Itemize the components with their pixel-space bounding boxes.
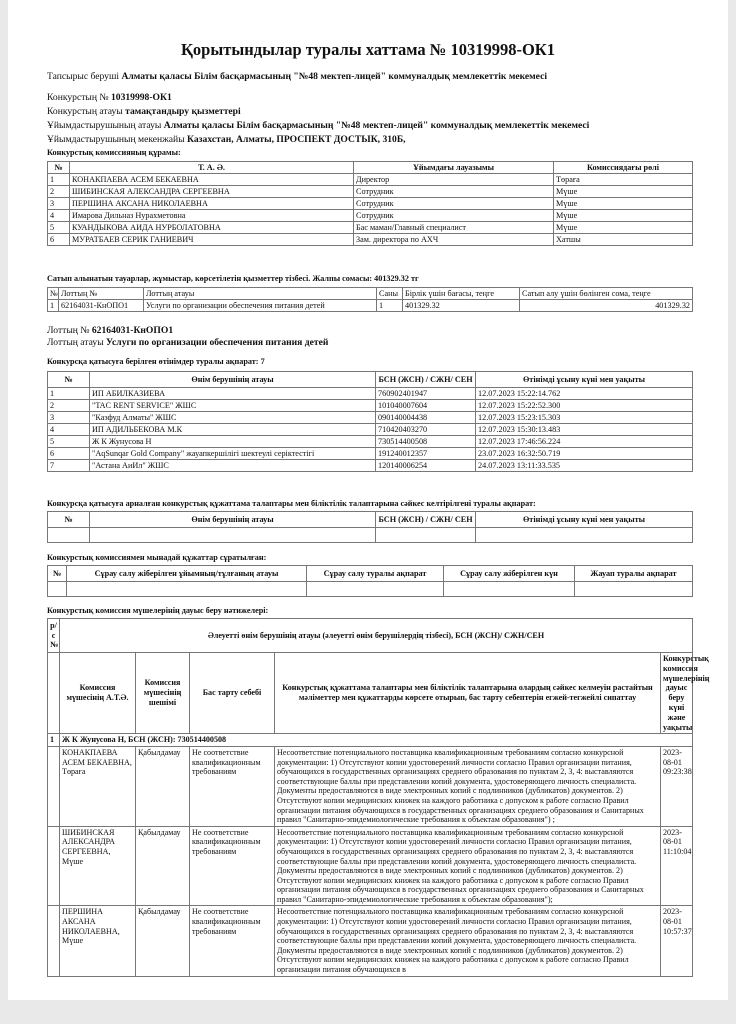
contest-name-line xyxy=(47,106,241,117)
column-header: Лоттың № xyxy=(59,288,144,300)
table-row xyxy=(48,198,693,210)
cell: 2 xyxy=(48,400,90,412)
column-header: Сұрау салу туралы ақпарат xyxy=(307,566,444,582)
column-header: Т. А. Ә. xyxy=(70,162,354,174)
cell: 401329.32 xyxy=(403,300,520,312)
cell: Мүше xyxy=(554,210,693,222)
table-row xyxy=(48,400,693,412)
vote-decision: Қабылдамау xyxy=(136,906,190,976)
cell: 2 xyxy=(48,186,70,198)
cell: "TAC RENT SERVICE" ЖШС xyxy=(90,400,376,412)
cell: 101040007604 xyxy=(376,400,476,412)
lot-number: 62164031-КнОПО1 xyxy=(91,325,174,336)
cell: 5 xyxy=(48,436,90,448)
contest-number-line xyxy=(47,92,172,103)
cell: "Казфуд Алматы" ЖШС xyxy=(90,412,376,424)
address-value: Казахстан, Алматы, ПРОСПЕКТ ДОСТЫК, 310Б, xyxy=(187,134,406,145)
column-header: Жауап туралы ақпарат xyxy=(575,566,693,582)
column-header: Комиссия мүшесінің А.Т.Ә. xyxy=(60,653,136,734)
cell: 1 xyxy=(48,174,70,186)
address-line xyxy=(47,134,406,145)
customer-label: Тапсырыс беруші xyxy=(47,71,120,82)
blank-cell xyxy=(48,826,60,906)
column-header: Комиссиядағы рөлі xyxy=(554,162,693,174)
cell: Зам. директора по АХЧ xyxy=(354,234,554,246)
voting-table xyxy=(47,618,710,977)
column-header: Бірлік үшін бағасы, теңге xyxy=(403,288,520,300)
cell: Ж К Жунусова Н xyxy=(90,436,376,448)
cell: Услуги по организации обеспечения питания детей xyxy=(144,300,377,312)
cell: 1 xyxy=(48,300,59,312)
vote-decision: Қабылдамау xyxy=(136,826,190,906)
table-row xyxy=(48,388,693,400)
column-header: Саны xyxy=(377,288,403,300)
requests-table xyxy=(47,565,693,597)
lot-number-line xyxy=(47,325,173,336)
column-header: № xyxy=(48,288,59,300)
cell: ИП АБИЛКАЗИЕВА xyxy=(90,388,376,400)
cell: Бас маман/Главный специалист xyxy=(354,222,554,234)
cell: 12.07.2023 15:23:15.303 xyxy=(476,412,693,424)
table-row xyxy=(48,424,693,436)
contest-number: 10319998-ОК1 xyxy=(110,92,172,103)
cell: 5 xyxy=(48,222,70,234)
cell: 24.07.2023 13:11:33.535 xyxy=(476,460,693,472)
cell: Сотрудник xyxy=(354,198,554,210)
column-header: Сұрау салу жіберілген күн xyxy=(444,566,575,582)
column-header: Конкурстық құжаттама талаптары мен біліктілік талаптарына олардың сәйкес келмеуін растайтын мәліметтер мен құжаттарды көрсете отырып, бас тарту себептерін егжей-тегжейлі сипаттау xyxy=(275,653,661,734)
cell: 12.07.2023 15:22:14.762 xyxy=(476,388,693,400)
customer-line xyxy=(47,71,547,82)
column-header: БСН (ЖСН) / СЖН/ СЕН xyxy=(376,512,476,528)
cell: Сотрудник xyxy=(354,186,554,198)
vote-reason: Не соответствие квалификационным требованиям xyxy=(190,906,275,976)
column-header: № xyxy=(48,162,70,174)
organizer-name: Алматы қаласы Білім басқармасының "№48 мектеп-лицей" коммуналдық мемлекеттік мекемесі xyxy=(163,120,590,131)
table-row xyxy=(48,448,693,460)
column-header: Әлеуетті өнім берушінің атауы (әлеуетті өнім берушілердің тізбесі), БСН (ЖСН)/ СЖН/СЕН xyxy=(60,619,693,653)
cell: 12.07.2023 15:30:13.483 xyxy=(476,424,693,436)
empty-row xyxy=(48,528,693,543)
column-header: № xyxy=(48,372,90,388)
cell: Төрағa xyxy=(554,174,693,186)
table-row xyxy=(48,234,693,246)
column-header: БСН (ЖСН) / СЖН/ СЕН xyxy=(376,372,476,388)
column-header: Ұйымдағы лауазымы xyxy=(354,162,554,174)
cell: 4 xyxy=(48,210,70,222)
commission-heading: Конкурстық комиссияның құрамы: xyxy=(47,148,181,157)
column-header: Бас тарту себебі xyxy=(190,653,275,734)
organizer-label: Ұйымдастырушының атауы xyxy=(47,120,162,131)
vote-datetime: 2023-08-01 10:57:37 xyxy=(661,906,693,976)
cell: Мүше xyxy=(554,198,693,210)
lot-name: Услуги по организации обеспечения питания детей xyxy=(106,337,329,348)
cell: ШИБИНСКАЯ АЛЕКСАНДРА СЕРГЕЕВНА xyxy=(70,186,354,198)
cell: 090140004438 xyxy=(376,412,476,424)
cell: 6 xyxy=(48,448,90,460)
table-row xyxy=(48,460,693,472)
lot-number-label: Лоттың № xyxy=(47,325,90,336)
cell: 6 xyxy=(48,234,70,246)
cell: КУАНДЫКОВА АИДА НУРБОЛАТОВНА xyxy=(70,222,354,234)
cell: 23.07.2023 16:32:50.719 xyxy=(476,448,693,460)
supplier-group-row xyxy=(48,734,693,747)
goods-table xyxy=(47,287,693,312)
vote-details: Несоответствие потенциального поставщика квалификационным требованиям согласно конкурсной документации: 1) Отсутствуют копии удостоверений личности согласно Правил организации питания, обучающихся в государственных организациях среднего образования по пунктам 2, 3, 4: выставляются соответствующие баллы при представлении копий документа, удостоверяющего личность специалиста. Документы предоставляются в виде электронных копий с подлинников (дубликатов) документов. 2) Отсутствуют копии медицинских книжек на каждого работника с допуском к работе согласно Правил организации питания обучающихся в государственных организациях среднего образования и Санитарных правил "Санитарно-эпидемиологические требования к объектам образования"); xyxy=(275,826,661,906)
table-row xyxy=(48,436,693,448)
voting-heading: Конкурстық комиссия мүшелерінің дауыс беру нәтижелері: xyxy=(47,606,269,615)
cell: 730514400508 xyxy=(376,436,476,448)
group-number: 1 xyxy=(48,734,60,747)
table-row xyxy=(48,186,693,198)
cell: 760902401947 xyxy=(376,388,476,400)
commission-table xyxy=(47,161,693,246)
column-header: Сатып алу үшін бөлінген сома, теңге xyxy=(520,288,693,300)
vote-row xyxy=(48,746,693,826)
vote-row xyxy=(48,906,693,976)
contest-name-label: Конкурстың атауы xyxy=(47,106,123,117)
cell: 12.07.2023 15:22:52.300 xyxy=(476,400,693,412)
voting-table-clip xyxy=(47,618,710,986)
vote-reason: Не соответствие квалификационным требованиям xyxy=(190,746,275,826)
cell: Сотрудник xyxy=(354,210,554,222)
cell: Хатшы xyxy=(554,234,693,246)
group-label: Ж К Жунусова Н, БСН (ЖСН): 730514400508 xyxy=(60,734,693,747)
cell: ИП АДИЛЬБЕКОВА М.К xyxy=(90,424,376,436)
cell: КОНАКПАЕВА АСЕМ БЕКАЕВНА xyxy=(70,174,354,186)
table-header-row xyxy=(48,288,693,300)
cell: 710420403270 xyxy=(376,424,476,436)
cell: 12.07.2023 17:46:56.224 xyxy=(476,436,693,448)
vote-member: ШИБИНСКАЯ АЛЕКСАНДРА СЕРГЕЕВНА, Мүше xyxy=(60,826,136,906)
table-header-row xyxy=(48,162,693,174)
empty-row xyxy=(48,582,693,597)
cell: Мүше xyxy=(554,222,693,234)
cell: 3 xyxy=(48,198,70,210)
column-header: Өтінімді ұсыну күні мен уақыты xyxy=(476,372,693,388)
cell: 191240012357 xyxy=(376,448,476,460)
cell: 120140006254 xyxy=(376,460,476,472)
column-header: Өтінімді ұсыну күні мен уақыты xyxy=(476,512,693,528)
column-header: р/с № xyxy=(48,619,60,653)
lot-name-label: Лоттың атауы xyxy=(47,337,104,348)
table-row xyxy=(48,210,693,222)
column-header: Комиссия мүшесінің шешімі xyxy=(136,653,190,734)
vote-details: Несоответствие потенциального поставщика квалификационным требованиям согласно конкурсной документации: 1) Отсутствуют копии удостоверений личности согласно Правил организации питания, обучающихся в государственных организациях среднего образования по пунктам 2, 3, 4: выставляются соответствующие баллы при представлении копий документа, удостоверяющего личность специалиста. Документы предоставляются в виде электронных копий с подлинников (дубликатов) документов. 2) Отсутствуют копии медицинских книжек на каждого работника с допуском к работе согласно Правил организации питания обучающихся в государственных организациях среднего образования и Санитарных правил "Санитарно-эпидемиологические требования к объектам образования") ; xyxy=(275,746,661,826)
cell: 1 xyxy=(377,300,403,312)
column-header: Өнім берушінің атауы xyxy=(90,372,376,388)
table-header-row xyxy=(48,512,693,528)
column-header: Өнім берушінің атауы xyxy=(90,512,376,528)
table-row xyxy=(48,174,693,186)
blank-cell xyxy=(48,906,60,976)
column-header: № xyxy=(48,566,67,582)
table-row xyxy=(48,222,693,234)
applications-table xyxy=(47,371,693,472)
blank-cell xyxy=(48,746,60,826)
column-header: Конкурстық комиссия мүшелерінің дауыс беру күні және уақыты xyxy=(661,653,693,734)
cell: 401329.32 xyxy=(520,300,693,312)
address-label: Ұйымдастырушының мекенжайы xyxy=(47,134,185,145)
cell: 1 xyxy=(48,388,90,400)
cell: 62164031-КнОПО1 xyxy=(59,300,144,312)
table-header-row xyxy=(48,653,693,734)
table-row xyxy=(48,300,693,312)
cell: ПЕРШИНА АКСАНА НИКОЛАЕВНА xyxy=(70,198,354,210)
applications-heading: Конкурсқа қатысуға берілген өтінімдер туралы ақпарат: 7 xyxy=(47,357,265,366)
cell: 7 xyxy=(48,460,90,472)
table-row xyxy=(48,412,693,424)
organizer-line xyxy=(47,120,589,131)
adjusted-heading: Конкурсқа қатысуға арналған конкурстық құжаттама талаптары мен біліктілік талаптарына сәйкес келтірілгені туралы ақпарат: xyxy=(47,499,536,508)
column-header: Лоттың атауы xyxy=(144,288,377,300)
vote-datetime: 2023-08-01 11:10:04 xyxy=(661,826,693,906)
lot-name-line xyxy=(47,337,328,348)
cell: 4 xyxy=(48,424,90,436)
document-page xyxy=(8,0,728,1000)
contest-name: тамақтандыру қызметтері xyxy=(125,106,241,117)
vote-details: Несоответствие потенциального поставщика квалификационным требованиям согласно конкурсной документации: 1) Отсутствуют копии удостоверений личности согласно Правил организации питания, обучающихся в государственных организациях среднего образования по пунктам 2, 3, 4: выставляются соответствующие баллы при представлении копий документа, удостоверяющего личность специалиста. Документы предоставляются в виде электронных копий с подлинников (дубликатов) документов. 2) Отсутствуют копии медицинских книжек на каждого работника с допуском к работе согласно Правил организации питания обучающихся в xyxy=(275,906,661,976)
page-title: Қорытындылар туралы хаттама № 10319998-ОК1 xyxy=(180,40,556,59)
cell: Мүше xyxy=(554,186,693,198)
supplier-header-row xyxy=(48,619,693,653)
table-header-row xyxy=(48,566,693,582)
contest-number-label: Конкурстың № xyxy=(47,92,109,103)
column-header: № xyxy=(48,512,90,528)
vote-decision: Қабылдамау xyxy=(136,746,190,826)
goods-heading: Сатып алынатын тауарлар, жұмыстар, көрсетілетін қызметтер тізбесі. Жалпы сомасы: 401329.32 тг xyxy=(47,274,419,283)
column-header: Сұрау салу жіберілген ұйымның/тұлғаның атауы xyxy=(67,566,307,582)
customer-value: Алматы қаласы Білім басқармасының "№48 мектеп-лицей" коммуналдық мемлекеттік мекемесі xyxy=(121,71,547,82)
cell: Директор xyxy=(354,174,554,186)
vote-row xyxy=(48,826,693,906)
table-header-row xyxy=(48,372,693,388)
cell: 3 xyxy=(48,412,90,424)
cell: Имарова Дильназ Нурахметовна xyxy=(70,210,354,222)
vote-member: ПЕРШИНА АКСАНА НИКОЛАЕВНА, Мүше xyxy=(60,906,136,976)
cell: МУРАТБАЕВ СЕРИК ГАНИЕВИЧ xyxy=(70,234,354,246)
adjusted-table xyxy=(47,511,693,543)
vote-reason: Не соответствие квалификационным требованиям xyxy=(190,826,275,906)
vote-member: КОНАКПАЕВА АСЕМ БЕКАЕВНА, Төраға xyxy=(60,746,136,826)
vote-datetime: 2023-08-01 09:23:38 xyxy=(661,746,693,826)
cell: "AqSunqar Gold Company" жауапкершілігі шектеулі серіктестігі xyxy=(90,448,376,460)
cell: "Астана АиИл" ЖШС xyxy=(90,460,376,472)
requests-heading: Конкурстық комиссиямен мынадай құжаттар сұратылған: xyxy=(47,553,267,562)
